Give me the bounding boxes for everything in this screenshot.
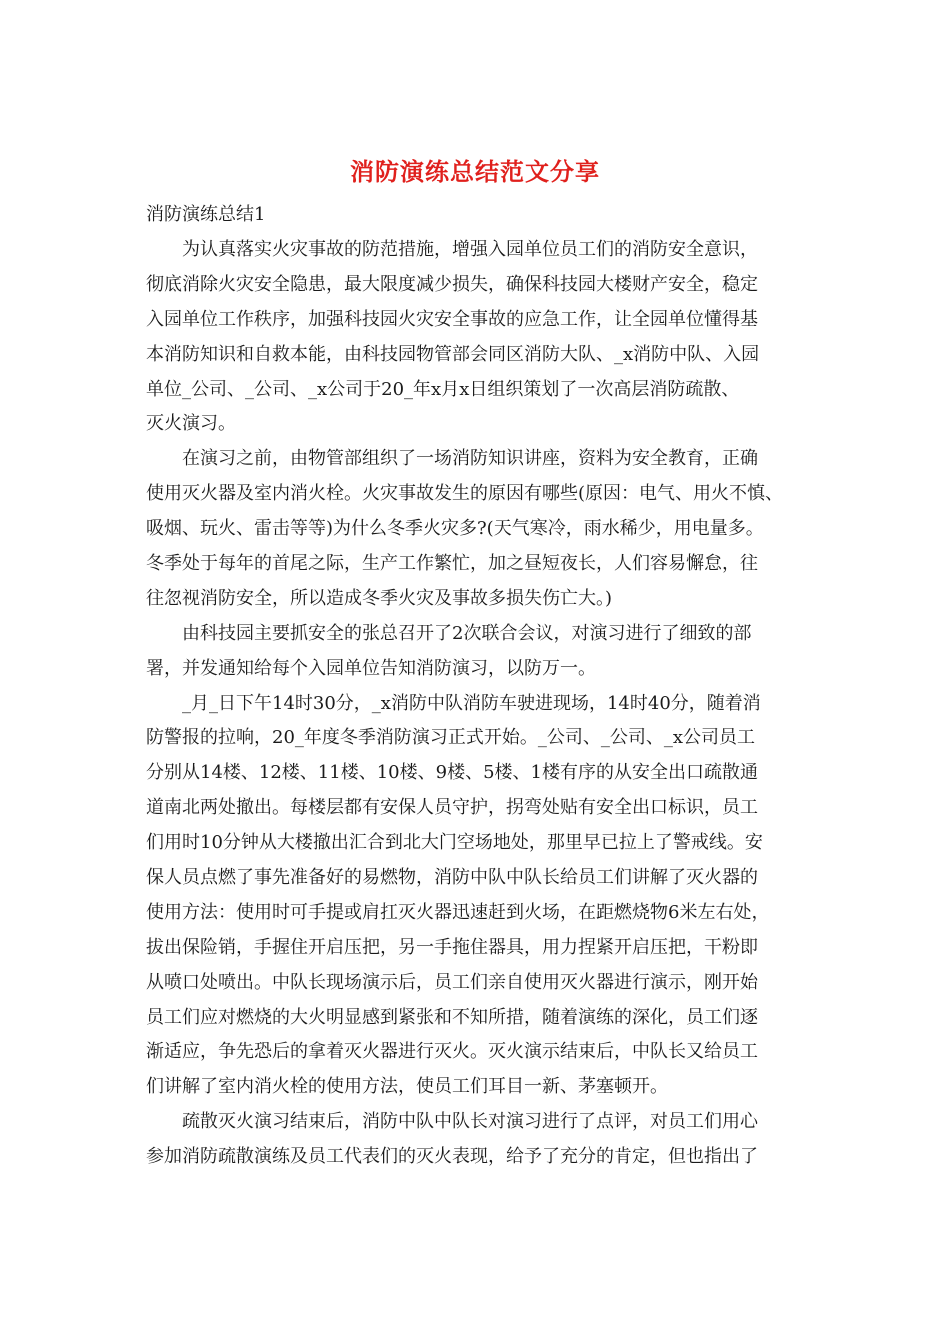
paragraph-line: 员工们应对燃烧的大火明显感到紧张和不知所措，随着演练的深化，员工们逐 [146,1006,758,1028]
paragraph-line: 冬季处于每年的首尾之际，生产工作繁忙，加之昼短夜长，人们容易懈怠，往 [146,553,758,575]
paragraph-line: 灭火演习。 [146,413,236,435]
paragraph-line: 使用方法：使用时可手提或肩扛灭火器迅速赶到火场，在距燃烧物6米左右处， [146,901,770,923]
paragraph-line: 疏散灭火演习结束后，消防中队中队长对演习进行了点评，对员工们用心 [182,1111,758,1133]
paragraph-line: _月_日下午14时30分，_x消防中队消防车驶进现场，14时40分，随着消 [182,692,761,714]
section-heading: 消防演练总结1 [146,204,266,225]
paragraph-line: 本消防知识和自救本能，由科技园物管部会同区消防大队、_x消防中队、入园 [146,343,760,365]
paragraph-line: 道南北两处撤出。每楼层都有安保人员守护，拐弯处贴有安全出口标识，员工 [146,797,758,819]
paragraph-line: 们用时10分钟从大楼撤出汇合到北大门空场地处，那里早已拉上了警戒线。安 [146,832,763,854]
paragraph-line: 参加消防疏散演练及员工代表们的灭火表现，给予了充分的肯定，但也指出了 [146,1146,758,1168]
paragraph-line: 署，并发通知给每个入园单位告知消防演习，以防万一。 [146,657,596,679]
paragraph [146,1105,806,1175]
paragraph-line: 渐适应，争先恐后的拿着灭火器进行灭火。灭火演示结束后，中队长又给员工 [146,1041,758,1063]
paragraph-line: 彻底消除火灾安全隐患，最大限度减少损失，确保科技园大楼财产安全，稳定 [146,273,758,295]
paragraph-line: 使用灭火器及室内消火栓。火灾事故发生的原因有哪些(原因：电气、用火不慎、 [146,483,784,505]
paragraph [146,442,806,616]
paragraph-line: 从喷口处喷出。中队长现场演示后，员工们亲自使用灭火器进行演示，刚开始 [146,971,758,993]
paragraph-line: 保人员点燃了事先准备好的易燃物，消防中队中队长给员工们讲解了灭火器的 [146,867,758,889]
paragraph-line: 往忽视消防安全，所以造成冬季火灾及事故多损失伤亡大。) [146,587,613,609]
paragraph-line: 入园单位工作秩序，加强科技园火灾安全事故的应急工作，让全园单位懂得基 [146,308,758,330]
paragraph [146,617,806,687]
paragraph-line: 为认真落实火灾事故的防范措施，增强入园单位员工们的消防安全意识， [182,239,758,260]
paragraph-line: 防警报的拉响，20_年度冬季消防演习正式开始。_公司、_公司、_x公司员工 [146,727,756,749]
document-title: 消防演练总结范文分享 [350,157,600,186]
paragraph-line: 吸烟、玩火、雷击等等)为什么冬季火灾多?(天气寒冷，雨水稀少，用电量多。 [146,518,764,540]
paragraph-line: 在演习之前，由物管部组织了一场消防知识讲座，资料为安全教育，正确 [182,448,758,470]
paragraph [146,233,806,442]
body-text [146,233,806,1175]
paragraph-line: 由科技园主要抓安全的张总召开了2次联合会议，对演习进行了细致的部 [182,622,752,644]
paragraph [146,687,806,1106]
paragraph-line: 单位_公司、_公司、_x公司于20_年x月x日组织策划了一次高层消防疏散、 [146,378,740,400]
paragraph-line: 拔出保险销，手握住开启压把，另一手拖住器具，用力捏紧开启压把，干粉即 [146,936,758,958]
paragraph-line: 分别从14楼、12楼、11楼、10楼、9楼、5楼、1楼有序的从安全出口疏散通 [146,762,758,784]
paragraph-line: 们讲解了室内消火栓的使用方法，使员工们耳目一新、茅塞顿开。 [146,1076,668,1098]
